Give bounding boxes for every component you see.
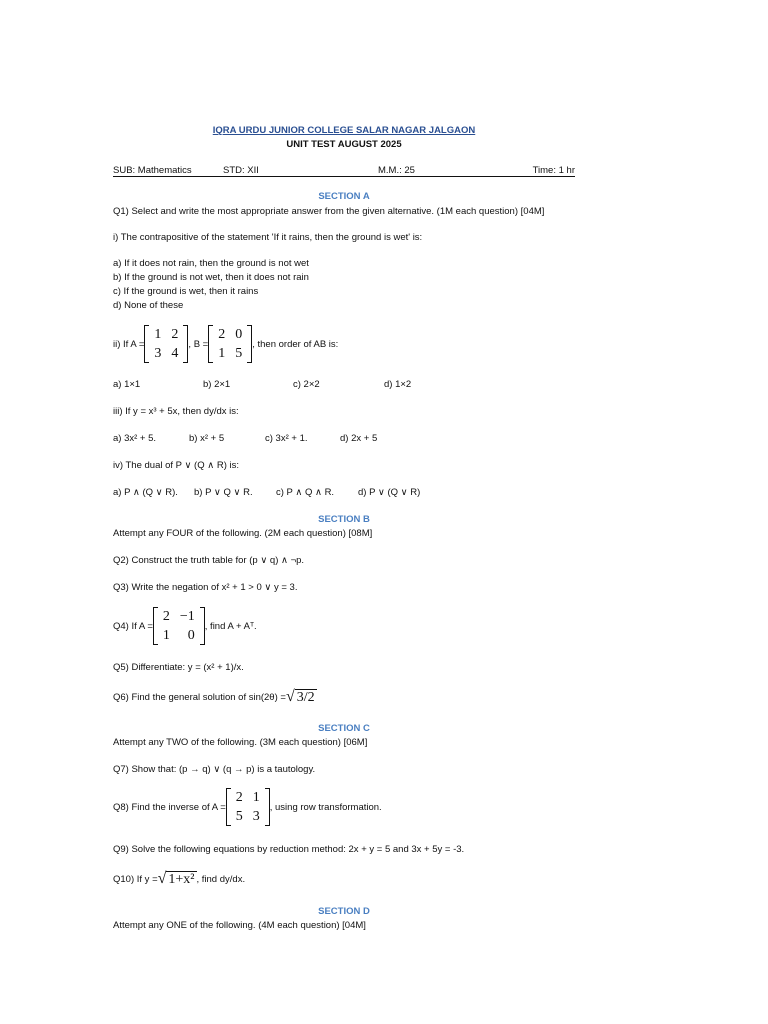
section-a-title: SECTION A xyxy=(318,191,370,202)
q1-iii-option-c: c) 3x² + 1. xyxy=(265,433,308,444)
q4-text xyxy=(113,607,257,645)
q1-iv-option-a: a) P ∧ (Q ∨ R). xyxy=(113,487,178,498)
q1-i-question: i) The contrapositive of the statement 'If it rains, then the ground is wet' is: xyxy=(113,232,423,243)
matrix-q4: 2 −1 1 0 xyxy=(153,607,205,645)
q1-ii-option-a: a) 1×1 xyxy=(113,379,141,390)
q1-ii-mid: , B = xyxy=(188,338,209,350)
q1-ii-suffix: , then order of AB is: xyxy=(252,338,339,350)
time-label: Time: 1 hr xyxy=(532,165,575,176)
section-d-title: SECTION D xyxy=(318,906,370,917)
q1-ii-option-d: d) 1×2 xyxy=(384,379,412,390)
section-d-instruction: Attempt any ONE of the following. (4M each question) [04M] xyxy=(113,920,366,931)
q4-prefix: Q4) If A = xyxy=(113,620,153,632)
matrix-q8: 2 1 5 3 xyxy=(226,788,270,826)
matrix-b: 2 0 1 5 xyxy=(208,325,252,363)
subject-label: SUB: Mathematics xyxy=(113,165,192,176)
q1-instruction: Q1) Select and write the most appropriate answer from the given alternative. (1M each question) [04M] xyxy=(113,206,545,217)
q1-ii-option-c: c) 2×2 xyxy=(293,379,320,390)
q1-iv-question: iv) The dual of P ∨ (Q ∧ R) is: xyxy=(113,460,240,471)
q1-iv-option-d: d) P ∨ (Q ∨ R) xyxy=(358,487,421,498)
q1-iii-option-d: d) 2x + 5 xyxy=(340,433,378,444)
q1-iv-option-b: b) P ∨ Q ∨ R. xyxy=(194,487,253,498)
test-title: UNIT TEST AUGUST 2025 xyxy=(286,139,402,150)
sqrt-expression: √ 1+x² xyxy=(157,870,195,887)
sqrt-expression: √ 3/2 xyxy=(285,688,315,705)
q2-text: Q2) Construct the truth table for (p ∨ q) ∧ ¬p. xyxy=(113,555,305,566)
q5-text: Q5) Differentiate: y = (x² + 1)/x. xyxy=(113,662,244,673)
exam-page xyxy=(113,0,575,1024)
q6-text xyxy=(113,688,317,706)
q8-suffix: , using row transformation. xyxy=(269,801,382,813)
q1-ii-prefix: ii) If A = xyxy=(113,338,145,350)
q1-i-option-a: a) If it does not rain, then the ground is not wet xyxy=(113,258,309,269)
q1-iii-question: iii) If y = x³ + 5x, then dy/dx is: xyxy=(113,406,239,417)
q8-text xyxy=(113,788,382,826)
section-b-title: SECTION B xyxy=(318,514,370,525)
q1-i-option-c: c) If the ground is wet, then it rains xyxy=(113,286,259,297)
q1-ii-option-b: b) 2×1 xyxy=(203,379,231,390)
matrix-a: 1 2 3 4 xyxy=(144,325,188,363)
q6-prefix: Q6) Find the general solution of sin(2θ) = xyxy=(113,691,286,703)
q9-text: Q9) Solve the following equations by reduction method: 2x + y = 5 and 3x + 5y = -3. xyxy=(113,844,465,855)
q1-iv-option-c: c) P ∧ Q ∧ R. xyxy=(276,487,335,498)
q1-iii-option-b: b) x² + 5 xyxy=(189,433,225,444)
q3-text: Q3) Write the negation of x² + 1 > 0 ∨ y = 3. xyxy=(113,582,298,593)
q1-i-option-b: b) If the ground is not wet, then it does not rain xyxy=(113,272,309,283)
section-c-instruction: Attempt any TWO of the following. (3M each question) [06M] xyxy=(113,737,368,748)
q7-text: Q7) Show that: (p → q) ∨ (q → p) is a tautology. xyxy=(113,764,316,775)
q10-prefix: Q10) If y = xyxy=(113,873,158,885)
q8-prefix: Q8) Find the inverse of A = xyxy=(113,801,226,813)
q4-suffix: , find A + Aᵀ. xyxy=(204,620,257,632)
section-b-instruction: Attempt any FOUR of the following. (2M each question) [08M] xyxy=(113,528,373,539)
q1-ii-question xyxy=(113,325,338,363)
q10-text xyxy=(113,870,245,888)
section-c-title: SECTION C xyxy=(318,723,370,734)
college-name: IQRA URDU JUNIOR COLLEGE SALAR NAGAR JALGAON xyxy=(212,125,476,136)
marks-label: M.M.: 25 xyxy=(378,165,415,176)
q1-iii-option-a: a) 3x² + 5. xyxy=(113,433,157,444)
q10-suffix: , find dy/dx. xyxy=(196,873,246,885)
std-label: STD: XII xyxy=(223,165,259,176)
info-line xyxy=(113,165,575,177)
q1-i-option-d: d) None of these xyxy=(113,300,184,311)
